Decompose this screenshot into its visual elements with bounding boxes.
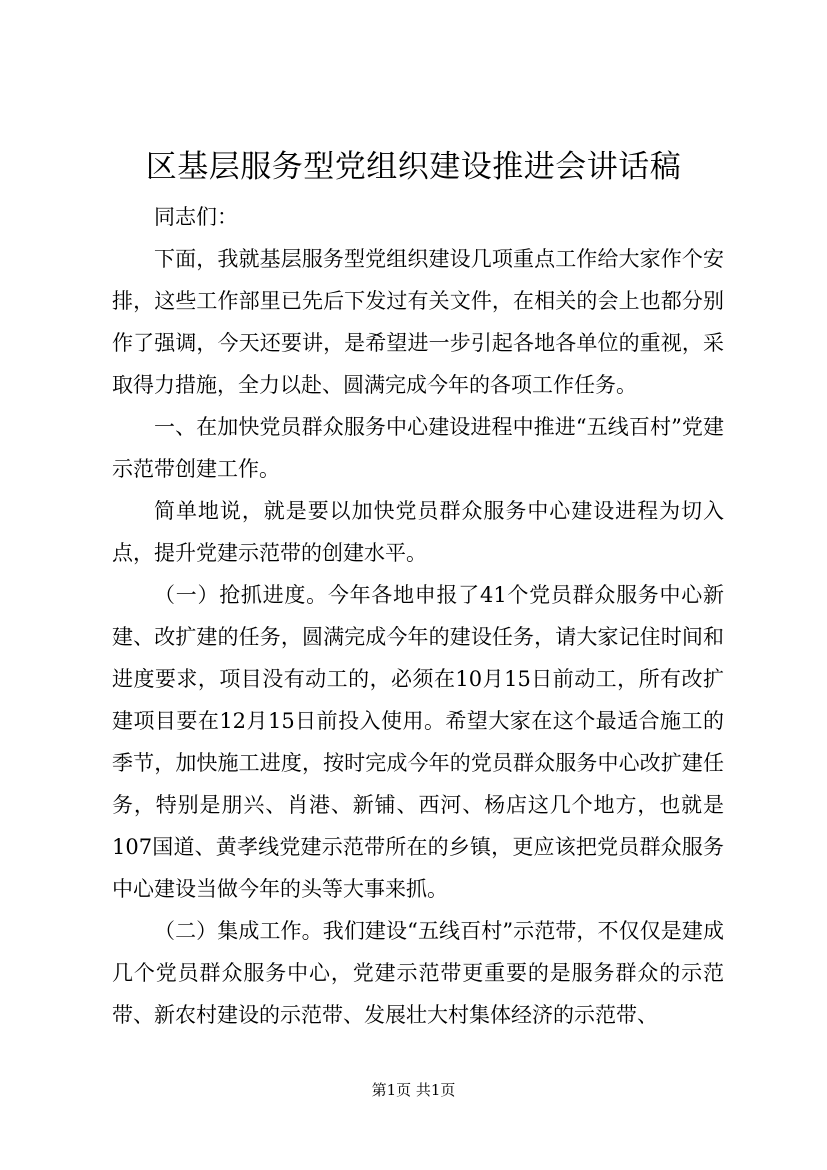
paragraph: 简单地说，就是要以加快党员群众服务中心建设进程为切入点，提升党建示范带的创建水平。 bbox=[112, 499, 724, 565]
document-title: 区基层服务型党组织建设推进会讲话稿 bbox=[145, 149, 682, 185]
salutation: 同志们： bbox=[154, 205, 238, 229]
paragraph: 下面，我就基层服务型党组织建设几项重点工作给大家作个安排，这些工作部里已先后下发过有关文件，在相关的会上也都分别作了强调，今天还要讲，是希望进一步引起各地各单位的重视，采取得力措施，全力以赴、圆满完成今年的各项工作任务。 bbox=[112, 247, 724, 397]
document-body bbox=[112, 196, 724, 1036]
paragraph: （一）抢抓进度。今年各地申报了41个党员群众服务中心新建、改扩建的任务，圆满完成今年的建设任务，请大家记住时间和进度要求，项目没有动工的，必须在10月15日前动工，所有改扩建项目要在12月15日前投入使用。希望大家在这个最适合施工的季节，加快施工进度，按时完成今年的党员群众服务中心改扩建任务，特别是朋兴、肖港、新铺、西河、杨店这几个地方，也就是107国道、黄孝线党建示范带所在的乡镇，更应该把党员群众服务中心建设当做今年的头等大事来抓。 bbox=[112, 583, 724, 901]
paragraph: （二）集成工作。我们建设“五线百村”示范带，不仅仅是建成几个党员群众服务中心，党建示范带更重要的是服务群众的示范带、新农村建设的示范带、发展壮大村集体经济的示范带、 bbox=[112, 919, 724, 1027]
paragraph: 一、在加快党员群众服务中心建设进程中推进“五线百村”党建示范带创建工作。 bbox=[112, 415, 724, 481]
page-footer: 第1页 共1页 bbox=[371, 1081, 456, 1099]
